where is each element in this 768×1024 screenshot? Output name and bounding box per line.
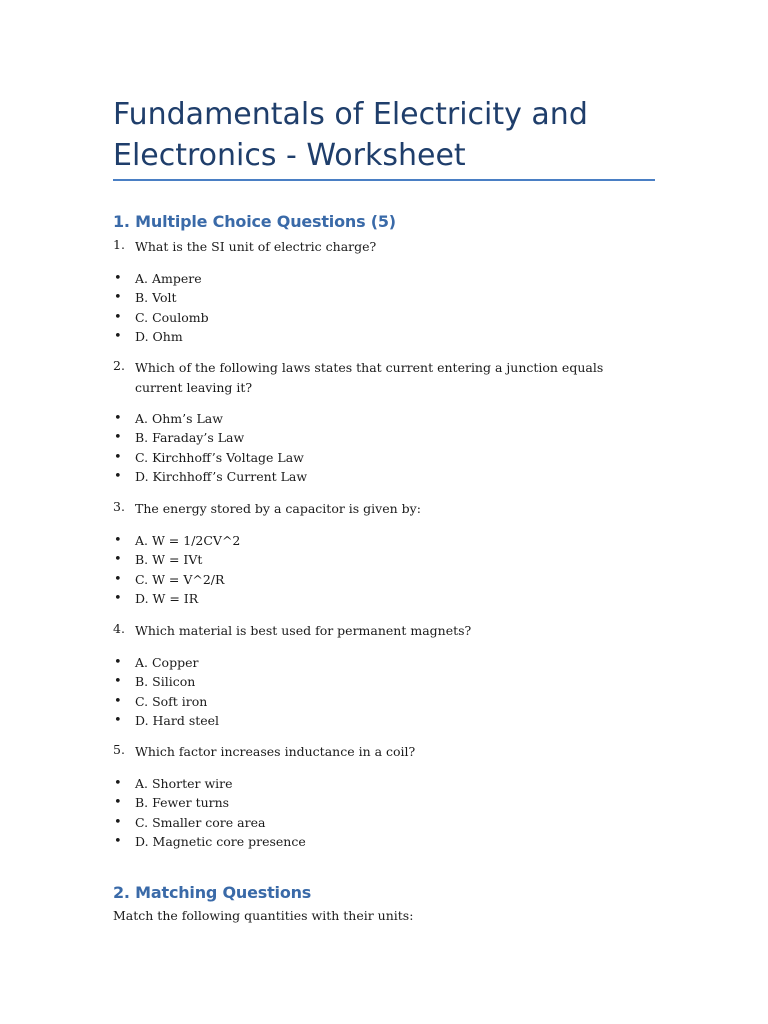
list-item [113, 531, 633, 550]
bullet-icon: • [114, 674, 122, 690]
question-text: Which factor increases inductance in a coil? [135, 744, 416, 759]
bullet-icon: • [114, 430, 122, 446]
bullet-icon: • [114, 411, 122, 426]
list-item [113, 269, 633, 288]
options-list-4 [113, 653, 633, 730]
bullet-icon: • [114, 571, 122, 587]
bullet-icon: • [114, 552, 122, 568]
question-number: 3. [113, 499, 125, 514]
question-number: 2. [113, 358, 125, 373]
list-item [113, 288, 633, 307]
option-text: A. Ampere [135, 271, 202, 286]
list-item [113, 570, 633, 589]
list-item [113, 672, 633, 691]
option-text: C. Kirchhoff’s Voltage Law [135, 449, 304, 465]
page-title: Fundamentals of Electricity and Electronics - Worksheet [113, 97, 588, 173]
bullet-icon: • [114, 655, 122, 670]
list-item [113, 327, 633, 346]
question-number: 4. [113, 621, 125, 636]
option-text: A. W = 1/2CV^2 [135, 533, 241, 548]
option-text: C. Coulomb [135, 309, 209, 325]
options-list-5 [113, 774, 633, 851]
option-text: D. Ohm [135, 328, 183, 344]
options-list-2 [113, 409, 633, 486]
list-item [113, 774, 633, 793]
list-item [113, 428, 633, 447]
question-text: Which of the following laws states that current entering a junction equals current leaving it? [135, 360, 604, 395]
option-text: A. Copper [135, 655, 199, 670]
option-text: B. Faraday’s Law [135, 430, 245, 446]
title-underline [113, 179, 655, 181]
question-text: What is the SI unit of electric charge? [135, 239, 377, 254]
option-text: C. Soft iron [135, 693, 208, 709]
list-item [113, 653, 633, 672]
list-item [113, 409, 633, 428]
bullet-icon: • [114, 449, 122, 465]
option-text: B. Volt [135, 290, 177, 306]
option-text: D. Hard steel [135, 712, 220, 728]
bullet-icon: • [114, 468, 122, 484]
option-text: C. Smaller core area [135, 814, 266, 830]
list-item [113, 832, 633, 851]
bullet-icon: • [114, 309, 122, 325]
option-text: D. Magnetic core presence [135, 833, 306, 849]
options-list-3 [113, 531, 633, 608]
option-text: B. Fewer turns [135, 795, 230, 811]
list-item [113, 550, 633, 569]
section-heading-matching: 2. Matching Questions [113, 883, 312, 902]
question-text: The energy stored by a capacitor is given by: [135, 501, 421, 516]
bullet-icon: • [114, 712, 122, 728]
bullet-icon: • [114, 271, 122, 286]
option-text: D. W = IR [135, 590, 199, 606]
bullet-icon: • [114, 693, 122, 709]
option-text: C. W = V^2/R [135, 571, 225, 587]
bullet-icon: • [114, 590, 122, 606]
option-text: D. Kirchhoff’s Current Law [135, 468, 308, 484]
question-text: Which material is best used for permanent magnets? [135, 623, 472, 638]
list-item [113, 692, 633, 711]
option-text: A. Shorter wire [135, 776, 233, 791]
bullet-icon: • [114, 795, 122, 811]
list-item [113, 589, 633, 608]
list-item [113, 813, 633, 832]
section-heading-multiple-choice: 1. Multiple Choice Questions (5) [113, 212, 396, 231]
bullet-icon: • [114, 833, 122, 849]
bullet-icon: • [114, 776, 122, 791]
list-item [113, 467, 633, 486]
option-text: B. W = IVt [135, 552, 203, 568]
question-number: 1. [113, 237, 125, 252]
matching-instructions: Match the following quantities with their units: [113, 908, 414, 923]
bullet-icon: • [114, 814, 122, 830]
bullet-icon: • [114, 328, 122, 344]
list-item [113, 711, 633, 730]
question-number: 5. [113, 742, 125, 757]
list-item [113, 448, 633, 467]
bullet-icon: • [114, 290, 122, 306]
option-text: A. Ohm’s Law [135, 411, 223, 426]
list-item [113, 308, 633, 327]
bullet-icon: • [114, 533, 122, 548]
option-text: B. Silicon [135, 674, 196, 690]
options-list-1 [113, 269, 633, 346]
list-item [113, 793, 633, 812]
